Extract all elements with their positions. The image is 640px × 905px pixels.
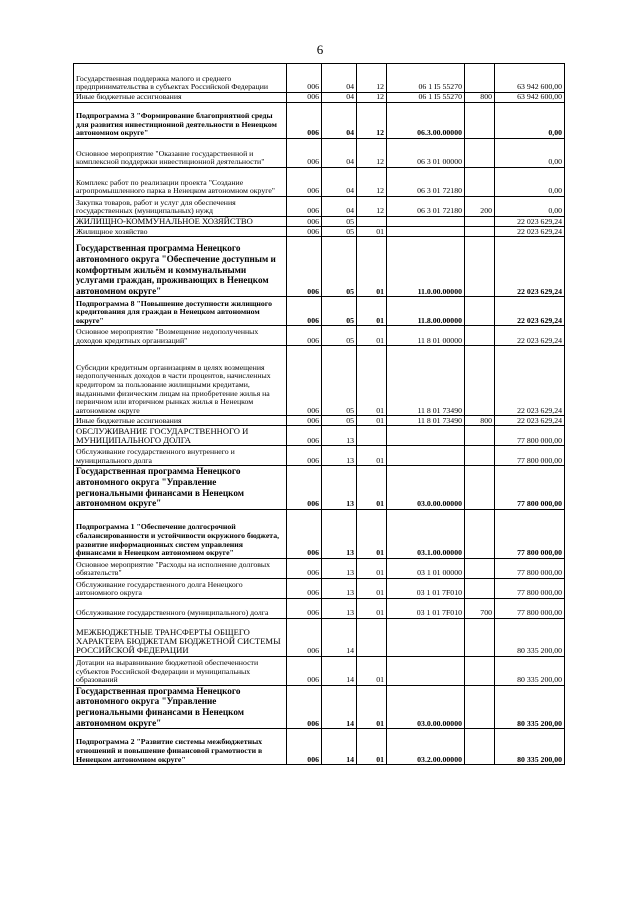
row-gr-code: 006 bbox=[287, 446, 322, 466]
row-name: ЖИЛИЩНО-КОММУНАЛЬНОЕ ХОЗЯЙСТВО bbox=[74, 217, 287, 227]
row-csr-code bbox=[387, 618, 465, 656]
row-rz-code: 14 bbox=[322, 618, 357, 656]
row-vr-code bbox=[465, 297, 495, 326]
row-name: Государственная программа Ненецкого автономного округа "Обеспечение доступным и комфортным жильём и коммунальными услугами граждан, проживающих в Ненецком автономном округе" bbox=[74, 237, 287, 297]
row-csr-code bbox=[387, 217, 465, 227]
row-name: Подпрограмма 2 "Развитие системы межбюджетных отношений и повышение финансовой грамотности в Ненецком автономном округе" bbox=[74, 729, 287, 765]
table-row bbox=[74, 139, 565, 168]
row-pr-code: 01 bbox=[357, 297, 387, 326]
row-csr-code: 03.1.00.00000 bbox=[387, 509, 465, 558]
table-row bbox=[74, 197, 565, 217]
table-row bbox=[74, 64, 565, 93]
row-sum: 22 023 629,24 bbox=[495, 217, 565, 227]
row-rz-code: 13 bbox=[322, 466, 357, 509]
row-pr-code: 01 bbox=[357, 509, 387, 558]
row-pr-code: 12 bbox=[357, 64, 387, 93]
table-row bbox=[74, 729, 565, 765]
row-csr-code: 03.2.00.00000 bbox=[387, 729, 465, 765]
table-row bbox=[74, 578, 565, 598]
table-row bbox=[74, 237, 565, 297]
row-csr-code: 06 3 01 00000 bbox=[387, 139, 465, 168]
row-rz-code: 13 bbox=[322, 598, 357, 618]
row-gr-code: 006 bbox=[287, 64, 322, 93]
row-name: Иные бюджетные ассигнования bbox=[74, 93, 287, 103]
page-number: 6 bbox=[316, 42, 324, 57]
table-row bbox=[74, 558, 565, 578]
row-gr-code: 006 bbox=[287, 656, 322, 685]
row-gr-code: 006 bbox=[287, 326, 322, 346]
table-row bbox=[74, 297, 565, 326]
row-vr-code bbox=[465, 729, 495, 765]
row-rz-code: 04 bbox=[322, 139, 357, 168]
row-vr-code: 700 bbox=[465, 598, 495, 618]
row-name: Основное мероприятие "Возмещение недополученных доходов кредитных организаций" bbox=[74, 326, 287, 346]
row-vr-code bbox=[465, 168, 495, 197]
row-pr-code: 01 bbox=[357, 227, 387, 237]
row-name: Субсидии кредитным организациям в целях возмещения недополученных доходов в части процентов, начисленных кредитором за пользование жилищными кредитами, выданными физическим лицам на приобретение жилья на первичном или вторичном рынках жилья в Ненецком автономном округе bbox=[74, 346, 287, 416]
row-name: Подпрограмма 3 "Формирование благоприятной среды для развития инвестиционной деятельности в Ненецком автономном округе" bbox=[74, 103, 287, 139]
row-pr-code: 12 bbox=[357, 197, 387, 217]
row-rz-code: 05 bbox=[322, 237, 357, 297]
row-csr-code: 03 1 01 7F010 bbox=[387, 598, 465, 618]
row-sum: 77 800 000,00 bbox=[495, 466, 565, 509]
row-pr-code: 01 bbox=[357, 685, 387, 728]
row-sum: 22 023 629,24 bbox=[495, 297, 565, 326]
row-gr-code: 006 bbox=[287, 618, 322, 656]
row-gr-code: 006 bbox=[287, 685, 322, 728]
row-gr-code: 006 bbox=[287, 346, 322, 416]
row-name: Обслуживание государственного (муниципального) долга bbox=[74, 598, 287, 618]
row-csr-code: 11.8.00.00000 bbox=[387, 297, 465, 326]
row-sum: 77 800 000,00 bbox=[495, 578, 565, 598]
row-csr-code: 11 8 01 00000 bbox=[387, 326, 465, 346]
row-pr-code: 01 bbox=[357, 416, 387, 426]
row-sum: 80 335 200,00 bbox=[495, 656, 565, 685]
row-name: Иные бюджетные ассигнования bbox=[74, 416, 287, 426]
row-rz-code: 14 bbox=[322, 729, 357, 765]
row-name: ОБСЛУЖИВАНИЕ ГОСУДАРСТВЕННОГО И МУНИЦИПАЛЬНОГО ДОЛГА bbox=[74, 426, 287, 446]
row-name: Обслуживание государственного внутреннего и муниципального долга bbox=[74, 446, 287, 466]
row-vr-code bbox=[465, 685, 495, 728]
row-pr-code: 01 bbox=[357, 446, 387, 466]
table-row bbox=[74, 446, 565, 466]
row-name: Комплекс работ по реализации проекта "Создание агропромышленного парка в Ненецком автономном округе" bbox=[74, 168, 287, 197]
row-csr-code: 03 1 01 7F010 bbox=[387, 578, 465, 598]
row-csr-code: 06 1 I5 55270 bbox=[387, 93, 465, 103]
row-pr-code: 12 bbox=[357, 139, 387, 168]
row-csr-code: 11 8 01 73490 bbox=[387, 416, 465, 426]
row-csr-code: 03.0.00.00000 bbox=[387, 466, 465, 509]
table-row bbox=[74, 509, 565, 558]
row-gr-code: 006 bbox=[287, 103, 322, 139]
row-vr-code bbox=[465, 326, 495, 346]
row-sum: 0,00 bbox=[495, 197, 565, 217]
row-sum: 80 335 200,00 bbox=[495, 685, 565, 728]
row-rz-code: 13 bbox=[322, 509, 357, 558]
row-rz-code: 05 bbox=[322, 346, 357, 416]
row-pr-code: 01 bbox=[357, 237, 387, 297]
row-gr-code: 006 bbox=[287, 578, 322, 598]
row-rz-code: 04 bbox=[322, 197, 357, 217]
row-csr-code: 11.0.00.00000 bbox=[387, 237, 465, 297]
row-sum: 77 800 000,00 bbox=[495, 509, 565, 558]
row-rz-code: 14 bbox=[322, 656, 357, 685]
row-gr-code: 006 bbox=[287, 93, 322, 103]
row-vr-code: 200 bbox=[465, 197, 495, 217]
row-name: Закупка товаров, работ и услуг для обеспечения государственных (муниципальных) нужд bbox=[74, 197, 287, 217]
row-csr-code: 11 8 01 73490 bbox=[387, 346, 465, 416]
table-row bbox=[74, 598, 565, 618]
row-rz-code: 13 bbox=[322, 558, 357, 578]
table-row bbox=[74, 416, 565, 426]
table-row bbox=[74, 685, 565, 728]
row-sum: 77 800 000,00 bbox=[495, 446, 565, 466]
row-gr-code: 006 bbox=[287, 227, 322, 237]
row-pr-code: 01 bbox=[357, 326, 387, 346]
table-row bbox=[74, 426, 565, 446]
row-sum: 77 800 000,00 bbox=[495, 426, 565, 446]
row-sum: 22 023 629,24 bbox=[495, 346, 565, 416]
row-vr-code bbox=[465, 237, 495, 297]
row-pr-code: 01 bbox=[357, 558, 387, 578]
row-vr-code bbox=[465, 217, 495, 227]
row-sum: 22 023 629,24 bbox=[495, 326, 565, 346]
row-vr-code bbox=[465, 346, 495, 416]
row-sum: 77 800 000,00 bbox=[495, 598, 565, 618]
table-row bbox=[74, 227, 565, 237]
row-gr-code: 006 bbox=[287, 217, 322, 227]
row-name: Основное мероприятие "Расходы на исполнение долговых обязательств" bbox=[74, 558, 287, 578]
row-rz-code: 05 bbox=[322, 227, 357, 237]
row-gr-code: 006 bbox=[287, 558, 322, 578]
row-pr-code: 12 bbox=[357, 103, 387, 139]
table-row bbox=[74, 466, 565, 509]
row-csr-code bbox=[387, 227, 465, 237]
row-name: Государственная программа Ненецкого автономного округа "Управление региональными финансами в Ненецком автономном округе" bbox=[74, 685, 287, 728]
row-csr-code: 06 3 01 72180 bbox=[387, 197, 465, 217]
row-csr-code: 06.3.00.00000 bbox=[387, 103, 465, 139]
row-gr-code: 006 bbox=[287, 416, 322, 426]
row-rz-code: 04 bbox=[322, 64, 357, 93]
table-row bbox=[74, 326, 565, 346]
row-pr-code bbox=[357, 426, 387, 446]
row-name: Государственная поддержка малого и среднего предпринимательства в субъектах Российской Федерации bbox=[74, 64, 287, 93]
table-row bbox=[74, 168, 565, 197]
row-vr-code bbox=[465, 446, 495, 466]
row-pr-code: 01 bbox=[357, 598, 387, 618]
row-rz-code: 05 bbox=[322, 297, 357, 326]
row-csr-code: 03 1 01 00000 bbox=[387, 558, 465, 578]
row-sum: 0,00 bbox=[495, 103, 565, 139]
row-gr-code: 006 bbox=[287, 237, 322, 297]
row-gr-code: 006 bbox=[287, 598, 322, 618]
row-sum: 80 335 200,00 bbox=[495, 729, 565, 765]
row-name: Обслуживание государственного долга Ненецкого автономного округа bbox=[74, 578, 287, 598]
row-gr-code: 006 bbox=[287, 139, 322, 168]
row-name: Основное мероприятие "Оказание государственной и комплексной поддержки инвестиционной деятельности" bbox=[74, 139, 287, 168]
row-sum: 63 942 600,00 bbox=[495, 93, 565, 103]
row-sum: 22 023 629,24 bbox=[495, 237, 565, 297]
row-vr-code: 800 bbox=[465, 93, 495, 103]
row-vr-code bbox=[465, 103, 495, 139]
row-name: Подпрограмма 1 "Обеспечение долгосрочной сбалансированности и устойчивости окружного бюджета, развитие информационных систем управления финансами в Ненецком автономном округе" bbox=[74, 509, 287, 558]
row-pr-code: 01 bbox=[357, 729, 387, 765]
row-rz-code: 05 bbox=[322, 217, 357, 227]
row-vr-code bbox=[465, 578, 495, 598]
row-vr-code bbox=[465, 656, 495, 685]
budget-table-body bbox=[74, 64, 565, 765]
row-pr-code: 12 bbox=[357, 168, 387, 197]
row-vr-code bbox=[465, 426, 495, 446]
row-vr-code bbox=[465, 558, 495, 578]
row-rz-code: 05 bbox=[322, 326, 357, 346]
row-rz-code: 14 bbox=[322, 685, 357, 728]
row-gr-code: 006 bbox=[287, 729, 322, 765]
row-csr-code bbox=[387, 426, 465, 446]
row-rz-code: 13 bbox=[322, 446, 357, 466]
row-pr-code: 01 bbox=[357, 578, 387, 598]
row-sum: 80 335 200,00 bbox=[495, 618, 565, 656]
row-csr-code bbox=[387, 656, 465, 685]
row-vr-code bbox=[465, 64, 495, 93]
row-rz-code: 13 bbox=[322, 426, 357, 446]
row-sum: 0,00 bbox=[495, 139, 565, 168]
row-sum: 0,00 bbox=[495, 168, 565, 197]
row-gr-code: 006 bbox=[287, 509, 322, 558]
table-row bbox=[74, 93, 565, 103]
row-pr-code: 12 bbox=[357, 93, 387, 103]
table-row bbox=[74, 103, 565, 139]
row-sum: 63 942 600,00 bbox=[495, 64, 565, 93]
row-gr-code: 006 bbox=[287, 168, 322, 197]
row-gr-code: 006 bbox=[287, 297, 322, 326]
row-vr-code bbox=[465, 509, 495, 558]
budget-table bbox=[73, 63, 565, 765]
table-row bbox=[74, 217, 565, 227]
row-rz-code: 04 bbox=[322, 103, 357, 139]
row-rz-code: 04 bbox=[322, 93, 357, 103]
row-rz-code: 05 bbox=[322, 416, 357, 426]
row-vr-code bbox=[465, 618, 495, 656]
row-sum: 22 023 629,24 bbox=[495, 416, 565, 426]
row-rz-code: 04 bbox=[322, 168, 357, 197]
row-vr-code bbox=[465, 466, 495, 509]
row-pr-code: 01 bbox=[357, 346, 387, 416]
row-csr-code bbox=[387, 446, 465, 466]
row-pr-code bbox=[357, 618, 387, 656]
row-gr-code: 006 bbox=[287, 426, 322, 446]
row-name: Подпрограмма 8 "Повышение доступности жилищного кредитования для граждан в Ненецком автономном округе" bbox=[74, 297, 287, 326]
row-vr-code bbox=[465, 139, 495, 168]
row-vr-code: 800 bbox=[465, 416, 495, 426]
row-name: Дотации на выравнивание бюджетной обеспеченности субъектов Российской Федерации и муниципальных образований bbox=[74, 656, 287, 685]
row-vr-code bbox=[465, 227, 495, 237]
row-rz-code: 13 bbox=[322, 578, 357, 598]
row-csr-code: 06 3 01 72180 bbox=[387, 168, 465, 197]
row-gr-code: 006 bbox=[287, 197, 322, 217]
row-csr-code: 06 1 I5 55270 bbox=[387, 64, 465, 93]
table-row bbox=[74, 656, 565, 685]
row-csr-code: 03.0.00.00000 bbox=[387, 685, 465, 728]
row-sum: 22 023 629,24 bbox=[495, 227, 565, 237]
row-name: Государственная программа Ненецкого автономного округа "Управление региональными финансами в Ненецком автономном округе" bbox=[74, 466, 287, 509]
row-pr-code bbox=[357, 217, 387, 227]
row-pr-code: 01 bbox=[357, 466, 387, 509]
row-sum: 77 800 000,00 bbox=[495, 558, 565, 578]
row-pr-code: 01 bbox=[357, 656, 387, 685]
table-row bbox=[74, 346, 565, 416]
row-name: МЕЖБЮДЖЕТНЫЕ ТРАНСФЕРТЫ ОБЩЕГО ХАРАКТЕРА БЮДЖЕТАМ БЮДЖЕТНОЙ СИСТЕМЫ РОССИЙСКОЙ ФЕДЕРАЦИИ bbox=[74, 618, 287, 656]
table-row bbox=[74, 618, 565, 656]
row-gr-code: 006 bbox=[287, 466, 322, 509]
row-name: Жилищное хозяйство bbox=[74, 227, 287, 237]
